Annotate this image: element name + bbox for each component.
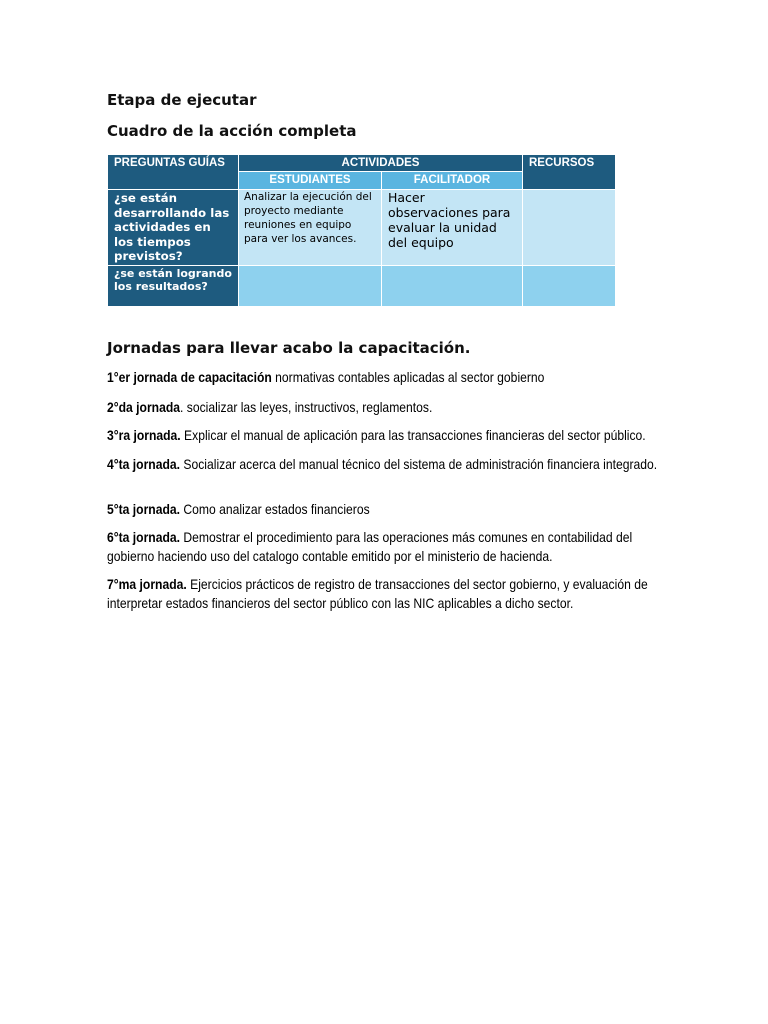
header-preguntas: PREGUNTAS GUÍAS — [108, 155, 239, 190]
jornada-text: Ejercicios prácticos de registro de transacciones del sector gobierno, y evaluación de interpretar estados financieros del sector público con las NIC aplicables a dicho sector. — [107, 577, 648, 611]
jornada-text: Como analizar estados financieros — [180, 502, 370, 517]
recursos-cell — [523, 190, 616, 266]
facilitador-cell — [382, 266, 523, 307]
jornada-text: normativas contables aplicadas al sector gobierno — [271, 370, 545, 385]
header-actividades: ACTIVIDADES — [239, 155, 523, 172]
question-cell: ¿se están desarrollando las actividades en los tiempos previstos? — [108, 190, 239, 266]
section-heading-cuadro: Cuadro de la acción completa — [107, 122, 357, 140]
jornada-paragraph — [107, 501, 670, 520]
jornada-label: 1°er jornada de capacitación — [107, 370, 272, 385]
jornada-label: 2°da jornada — [107, 400, 181, 415]
question-cell: ¿se están logrando los resultados? — [108, 266, 239, 307]
jornada-text: Socializar acerca del manual técnico del sistema de administración financiera integrado. — [180, 457, 658, 472]
jornada-text: . socializar las leyes, instructivos, reglamentos. — [180, 400, 433, 415]
facilitador-cell: Hacer observaciones para evaluar la unidad del equipo — [382, 190, 523, 266]
action-table — [107, 154, 616, 307]
jornada-label: 6°ta jornada. — [107, 530, 181, 545]
jornada-paragraph — [107, 369, 670, 388]
jornada-label: 4°ta jornada. — [107, 457, 181, 472]
jornada-text: Demostrar el procedimiento para las operaciones más comunes en contabilidad del gobierno haciendo uso del catalogo contable emitido por el ministerio de hacienda. — [107, 530, 633, 564]
jornada-text: Explicar el manual de aplicación para las transacciones financieras del sector público. — [180, 428, 646, 443]
jornada-paragraph — [107, 529, 670, 566]
jornada-paragraph — [107, 399, 670, 418]
header-facilitador: FACILITADOR — [382, 172, 523, 190]
jornada-label: 5°ta jornada. — [107, 502, 181, 517]
section-heading-etapa: Etapa de ejecutar — [107, 91, 257, 109]
jornada-paragraph — [107, 576, 670, 613]
recursos-cell — [523, 266, 616, 307]
jornada-paragraph — [107, 427, 670, 446]
jornada-label: 7°ma jornada. — [107, 577, 187, 592]
jornada-label: 3°ra jornada. — [107, 428, 181, 443]
header-estudiantes: ESTUDIANTES — [239, 172, 382, 190]
header-recursos: RECURSOS — [523, 155, 616, 190]
jornada-paragraph — [107, 456, 670, 475]
estudiantes-cell — [239, 266, 382, 307]
section-heading-jornadas: Jornadas para llevar acabo la capacitación. — [107, 339, 471, 357]
estudiantes-cell: Analizar la ejecución del proyecto mediante reuniones en equipo para ver los avances. — [239, 190, 382, 266]
